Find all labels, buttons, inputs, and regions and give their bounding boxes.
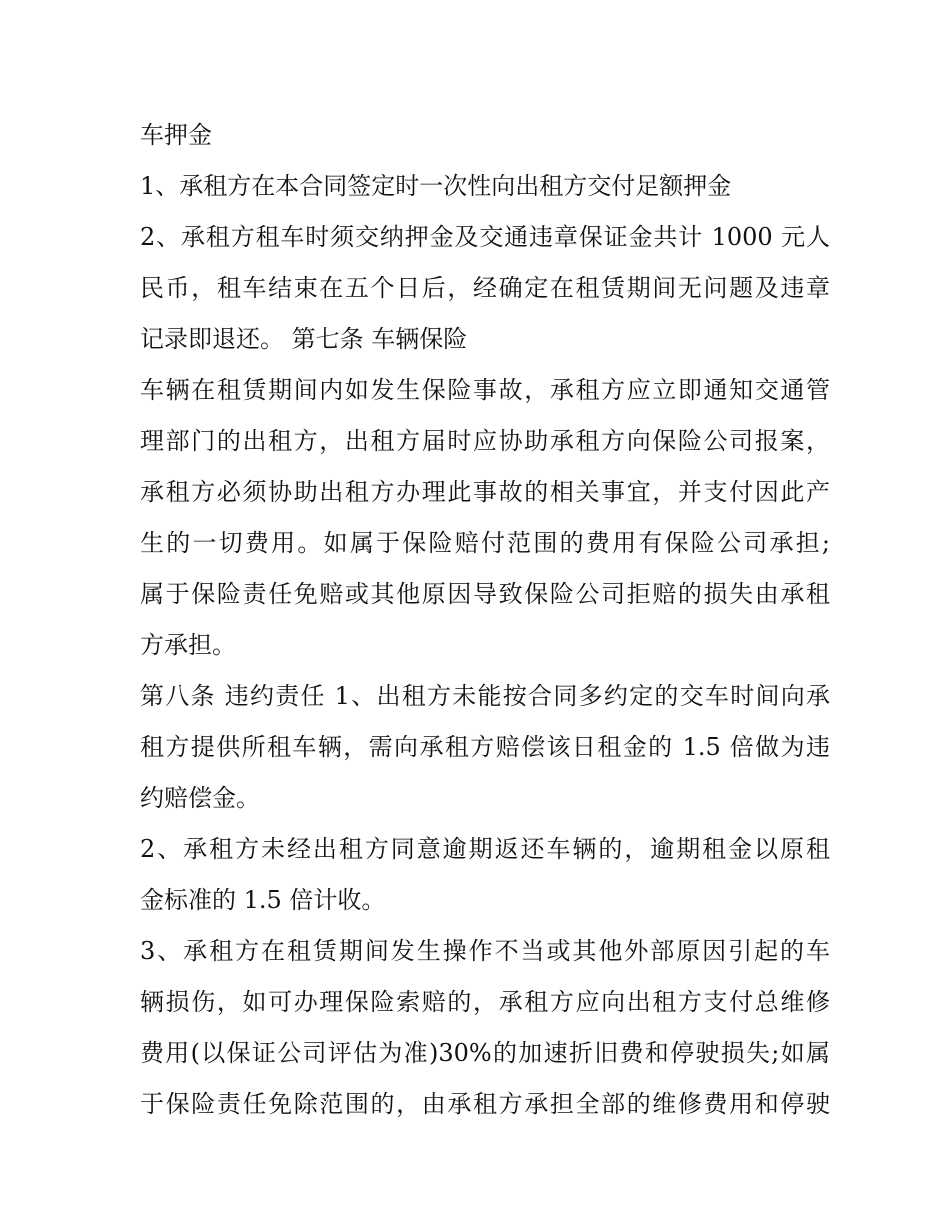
- document-body: [140, 110, 830, 1130]
- text-line: 约赔偿金。: [140, 784, 260, 812]
- text-line: 民币，租车结束在五个日后，经确定在租赁期间无问题及违章: [140, 274, 830, 302]
- text-line: 车辆在租赁期间内如发生保险事故，承租方应立即通知交通管: [140, 376, 830, 404]
- text-line: 承租方必须协助出租方办理此事故的相关事宜，并支付因此产: [140, 478, 830, 506]
- text-line: 费用(以保证公司评估为准)30%的加速折旧费和停驶损失;如属: [140, 1039, 830, 1067]
- text-line: 2、承租方租车时须交纳押金及交通违章保证金共计 1000 元人: [140, 223, 830, 251]
- text-line: 第八条 违约责任 1、出租方未能按合同多约定的交车时间向承: [140, 682, 830, 710]
- text-line: 理部门的出租方，出租方届时应协助承租方向保险公司报案，: [140, 427, 830, 455]
- text-line: 记录即退还。 第七条 车辆保险: [140, 325, 468, 353]
- text-line: 3、承租方在租赁期间发生操作不当或其他外部原因引起的车: [140, 937, 830, 965]
- text-line: 1、承租方在本合同签定时一次性向出租方交付足额押金: [140, 172, 732, 200]
- text-line: 车押金: [140, 121, 212, 149]
- text-line: 辆损伤，如可办理保险索赔的，承租方应向出租方支付总维修: [140, 988, 830, 1016]
- text-line: 属于保险责任免赔或其他原因导致保险公司拒赔的损失由承租: [140, 580, 830, 608]
- text-line: 生的一切费用。如属于保险赔付范围的费用有保险公司承担;: [140, 529, 830, 557]
- text-line: 2、承租方未经出租方同意逾期返还车辆的，逾期租金以原租: [140, 835, 830, 863]
- text-line: 租方提供所租车辆，需向承租方赔偿该日租金的 1.5 倍做为违: [140, 733, 830, 761]
- text-line: 于保险责任免除范围的，由承租方承担全部的维修费用和停驶: [140, 1090, 830, 1118]
- text-line: 金标准的 1.5 倍计收。: [140, 886, 386, 914]
- text-line: 方承担。: [140, 631, 236, 659]
